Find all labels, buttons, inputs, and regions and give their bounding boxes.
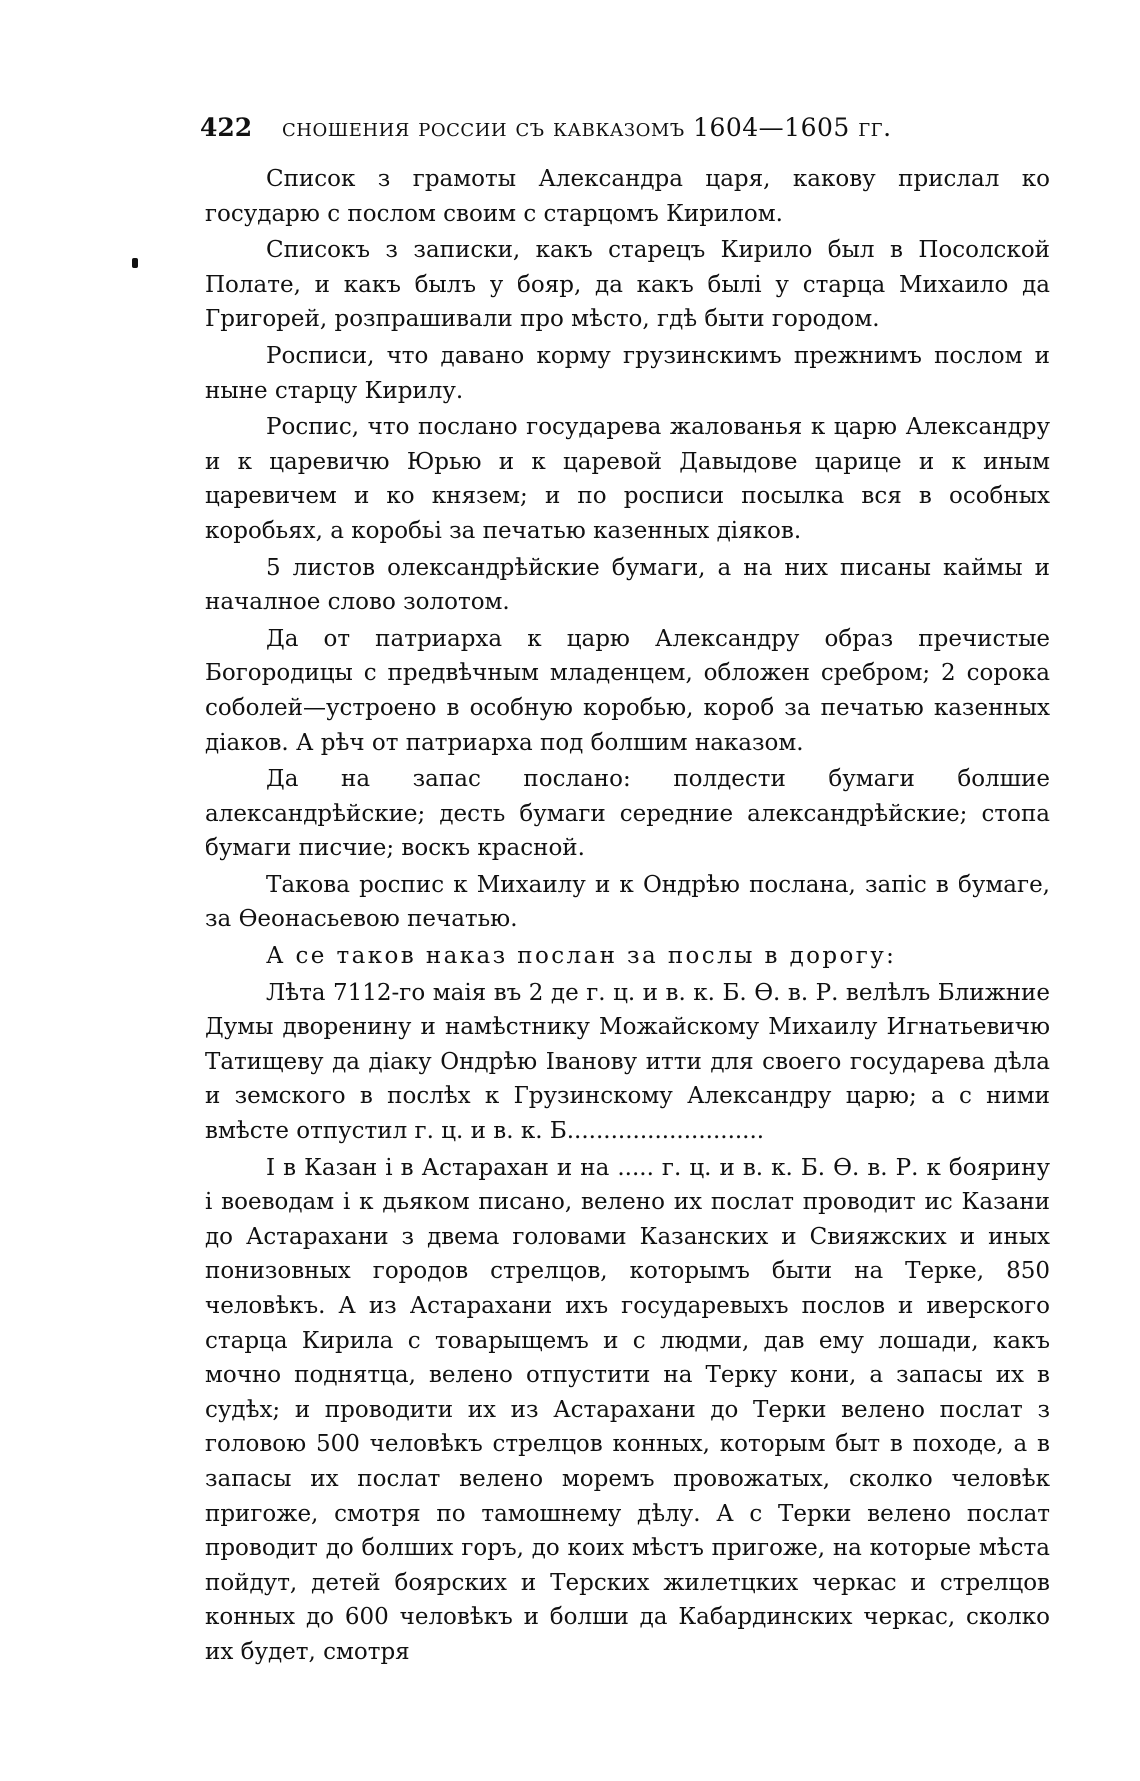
page-header xyxy=(200,108,1060,148)
paragraph: Да от патриарха к царю Александру образ пречистые Богородицы с предвѣчным младенцем, обложен сребром; 2 сорока соболей—устроено в особную коробью, короб за печатью казенных діаков. А рѣч от патриарха под болшим наказом. xyxy=(205,625,1050,756)
paragraph: Списокъ з записки, какъ старецъ Кирило был в Посолской Полате, и какъ былъ у бояр, да какъ былі у старца Михаило да Григорей, розпрашивали про мѣсто, гдѣ быти городом. xyxy=(205,237,1050,333)
body-text xyxy=(205,162,1050,1672)
paragraph: Список з грамоты Александра царя, какову прислал ко государю с послом своим с старцомъ Кирилом. xyxy=(205,166,1050,227)
paragraph: Роспис, что послано государева жалованья к царю Александру и к царевичю Юрью и к царевой Давыдове царице и к иным царевичем и ко князем; и по росписи посылка вся в особных коробьях, а коробьі за печатью казенных діяков. xyxy=(205,414,1050,544)
paragraph: Такова роспис к Михаилу и к Ондрѣю послана, запіс в бумаге, за Өеонасьевою печатью. xyxy=(205,871,1050,933)
paragraph: І в Казан і в Астарахан и на ..... г. ц. и в. к. Б. Ө. в. Р. к боярину і воеводам і к дьяком писано, велено их послат проводит ис Казани до Астарахани з двема головами Казанских и Свияжских и иных понизовных городов стрелцов, которымъ быти на Терке, 850 человѣкъ. А из Астарахани ихъ государевыхъ послов и иверского старца Кирила с товарыщемъ и с людми, дав ему лошади, какъ мочно поднятца, велено отпустити на Терку кони, а запасы их в судѣх; и проводити их из Астарахани до Терки велено послат з головою 500 человѣкъ стрелцов конных, которым быт в походе, а в запасы их послат велено моремъ провожатых, сколко человѣк пригоже, смотря по тамошнему дѣлу. А с Терки велено послат проводит до болших горъ, до коих мѣстъ пригоже, на которые мѣста пойдут, детей боярских и Терских жилетцких черкас и стрелцов конных до 600 человѣкъ и болши да Кабардинских черкас, сколко их будет, смотря xyxy=(205,1154,1050,1665)
margin-mark-icon xyxy=(132,258,138,268)
page-number: 422 xyxy=(200,113,253,142)
paragraph: Росписи, что давано корму грузинскимъ прежнимъ послом и ныне старцу Кирилу. xyxy=(205,342,1050,404)
paragraph: Да на запас послано: полдести бумаги болшие александрѣйские; десть бумаги середние александрѣйские; стопа бумаги писчие; воскъ красной. xyxy=(205,766,1050,862)
paragraph: Лѣта 7112-го маія въ 2 де г. ц. и в. к. Б. Ө. в. Р. велѣлъ Ближние Думы дворенину и намѣстнику Можайскому Михаилу Игнатьевичю Татищеву да діаку Ондрѣю Іванову итти для своего государева дѣла и земского в послѣх к Грузинскому Александру царю; а с ними вмѣсте отпустил г. ц. и в. к. Б........................... xyxy=(205,979,1050,1145)
running-title: сношения россии съ кавказомъ 1604—1605 гг. xyxy=(282,113,892,142)
section-heading: А се таков наказ послан за послы в дорогу: xyxy=(266,943,897,970)
paragraph: 5 листов олександрѣйские бумаги, а на них писаны каймы и началное слово золотом. xyxy=(205,554,1050,616)
